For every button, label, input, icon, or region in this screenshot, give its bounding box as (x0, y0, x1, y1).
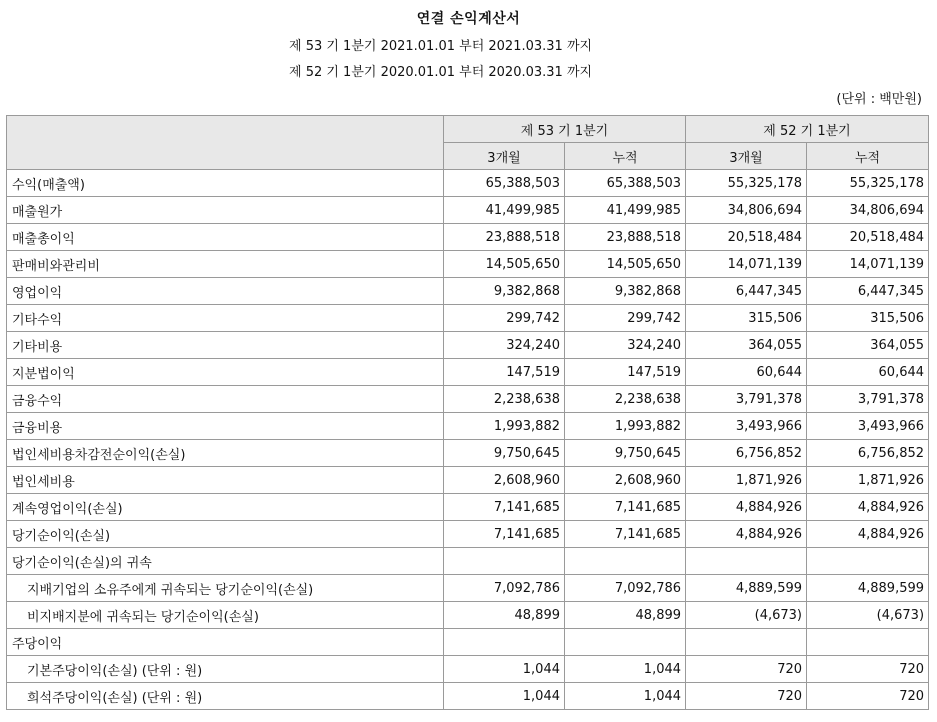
row-value: 7,141,685 (444, 521, 565, 548)
row-label: 매출총이익 (7, 224, 444, 251)
row-value: 9,750,645 (444, 440, 565, 467)
row-value: 4,889,599 (686, 575, 807, 602)
row-value: 7,092,786 (565, 575, 686, 602)
row-label: 당기순이익(손실) (7, 521, 444, 548)
row-value: 324,240 (565, 332, 686, 359)
table-row (7, 494, 929, 521)
row-value: 65,388,503 (444, 170, 565, 197)
row-value (565, 548, 686, 575)
table-row (7, 683, 929, 710)
row-value: 7,092,786 (444, 575, 565, 602)
table-row (7, 332, 929, 359)
row-value: 2,238,638 (444, 386, 565, 413)
row-label: 판매비와관리비 (7, 251, 444, 278)
row-value: (4,673) (686, 602, 807, 629)
row-value: 7,141,685 (565, 494, 686, 521)
table-row (7, 413, 929, 440)
row-value: 41,499,985 (565, 197, 686, 224)
header-label-cell (7, 116, 444, 170)
row-value: 3,493,966 (807, 413, 929, 440)
table-row (7, 629, 929, 656)
row-value: 1,993,882 (565, 413, 686, 440)
row-value (807, 629, 929, 656)
header-sub-3month-prior: 3개월 (686, 143, 807, 170)
row-value: 364,055 (686, 332, 807, 359)
row-value: 23,888,518 (565, 224, 686, 251)
row-value: 6,756,852 (686, 440, 807, 467)
row-value: 364,055 (807, 332, 929, 359)
row-value: 3,493,966 (686, 413, 807, 440)
row-value: 1,871,926 (686, 467, 807, 494)
row-label: 법인세비용 (7, 467, 444, 494)
row-value: 48,899 (444, 602, 565, 629)
table-row (7, 440, 929, 467)
table-row (7, 602, 929, 629)
row-value: 324,240 (444, 332, 565, 359)
row-value: 4,884,926 (686, 521, 807, 548)
table-row (7, 386, 929, 413)
header-sub-cumulative-current: 누적 (565, 143, 686, 170)
header-group-prior: 제 52 기 1분기 (686, 116, 929, 143)
row-value: 1,044 (444, 683, 565, 710)
income-statement-table (6, 115, 929, 710)
row-label: 기타비용 (7, 332, 444, 359)
row-label: 기타수익 (7, 305, 444, 332)
row-value: 315,506 (807, 305, 929, 332)
row-value: 147,519 (444, 359, 565, 386)
row-value: 9,382,868 (444, 278, 565, 305)
row-label: 당기순이익(손실)의 귀속 (7, 548, 444, 575)
row-value: 720 (807, 683, 929, 710)
row-value: (4,673) (807, 602, 929, 629)
row-value: 4,884,926 (807, 521, 929, 548)
row-label: 수익(매출액) (7, 170, 444, 197)
row-value: 299,742 (444, 305, 565, 332)
statement-title: 연결 손익계산서 (416, 11, 521, 27)
row-label: 기본주당이익(손실) (단위 : 원) (7, 656, 444, 683)
row-value: 720 (686, 656, 807, 683)
row-label: 비지배지분에 귀속되는 당기순이익(손실) (7, 602, 444, 629)
row-value: 41,499,985 (444, 197, 565, 224)
row-value: 20,518,484 (807, 224, 929, 251)
row-label: 계속영업이익(손실) (7, 494, 444, 521)
row-label: 지분법이익 (7, 359, 444, 386)
table-row (7, 359, 929, 386)
row-value: 6,447,345 (686, 278, 807, 305)
row-value: 55,325,178 (807, 170, 929, 197)
table-row (7, 521, 929, 548)
table-row (7, 278, 929, 305)
header-sub-cumulative-prior: 누적 (807, 143, 929, 170)
unit-label: (단위 : 백만원) (836, 92, 922, 107)
period-prior: 제 52 기 1분기 2020.01.01 부터 2020.03.31 까지 (289, 65, 593, 80)
row-value: 4,889,599 (807, 575, 929, 602)
row-value: 23,888,518 (444, 224, 565, 251)
row-label: 법인세비용차감전순이익(손실) (7, 440, 444, 467)
row-value: 4,884,926 (686, 494, 807, 521)
row-value: 720 (807, 656, 929, 683)
row-value: 2,608,960 (444, 467, 565, 494)
row-value: 9,750,645 (565, 440, 686, 467)
row-label: 영업이익 (7, 278, 444, 305)
row-value: 4,884,926 (807, 494, 929, 521)
row-value: 2,608,960 (565, 467, 686, 494)
row-value: 2,238,638 (565, 386, 686, 413)
table-row (7, 170, 929, 197)
row-label: 희석주당이익(손실) (단위 : 원) (7, 683, 444, 710)
row-value (565, 629, 686, 656)
row-value: 1,044 (565, 656, 686, 683)
header-sub-3month-current: 3개월 (444, 143, 565, 170)
row-label: 주당이익 (7, 629, 444, 656)
row-label: 매출원가 (7, 197, 444, 224)
header-group-current: 제 53 기 1분기 (444, 116, 686, 143)
table-row (7, 251, 929, 278)
table-body (7, 170, 929, 710)
row-value: 14,071,139 (807, 251, 929, 278)
table-row (7, 656, 929, 683)
row-value (686, 629, 807, 656)
row-value: 65,388,503 (565, 170, 686, 197)
table-row (7, 467, 929, 494)
row-value: 1,871,926 (807, 467, 929, 494)
row-value: 55,325,178 (686, 170, 807, 197)
row-value: 9,382,868 (565, 278, 686, 305)
table-row (7, 224, 929, 251)
table-row (7, 548, 929, 575)
row-value: 1,044 (444, 656, 565, 683)
row-value: 60,644 (686, 359, 807, 386)
row-value: 315,506 (686, 305, 807, 332)
row-value: 299,742 (565, 305, 686, 332)
row-value: 6,447,345 (807, 278, 929, 305)
row-label: 지배기업의 소유주에게 귀속되는 당기순이익(손실) (7, 575, 444, 602)
table-row (7, 197, 929, 224)
row-value: 14,505,650 (565, 251, 686, 278)
table-row (7, 305, 929, 332)
row-value (444, 629, 565, 656)
row-value: 60,644 (807, 359, 929, 386)
row-label: 금융수익 (7, 386, 444, 413)
row-value: 7,141,685 (444, 494, 565, 521)
row-value: 6,756,852 (807, 440, 929, 467)
table-row (7, 575, 929, 602)
row-value: 1,993,882 (444, 413, 565, 440)
row-value: 3,791,378 (686, 386, 807, 413)
row-value: 14,071,139 (686, 251, 807, 278)
row-label: 금융비용 (7, 413, 444, 440)
row-value (444, 548, 565, 575)
row-value: 147,519 (565, 359, 686, 386)
row-value: 34,806,694 (686, 197, 807, 224)
row-value: 720 (686, 683, 807, 710)
row-value: 3,791,378 (807, 386, 929, 413)
row-value: 14,505,650 (444, 251, 565, 278)
row-value: 48,899 (565, 602, 686, 629)
row-value: 34,806,694 (807, 197, 929, 224)
row-value: 7,141,685 (565, 521, 686, 548)
row-value: 1,044 (565, 683, 686, 710)
period-current: 제 53 기 1분기 2021.01.01 부터 2021.03.31 까지 (289, 39, 593, 54)
row-value: 20,518,484 (686, 224, 807, 251)
row-value (686, 548, 807, 575)
row-value (807, 548, 929, 575)
